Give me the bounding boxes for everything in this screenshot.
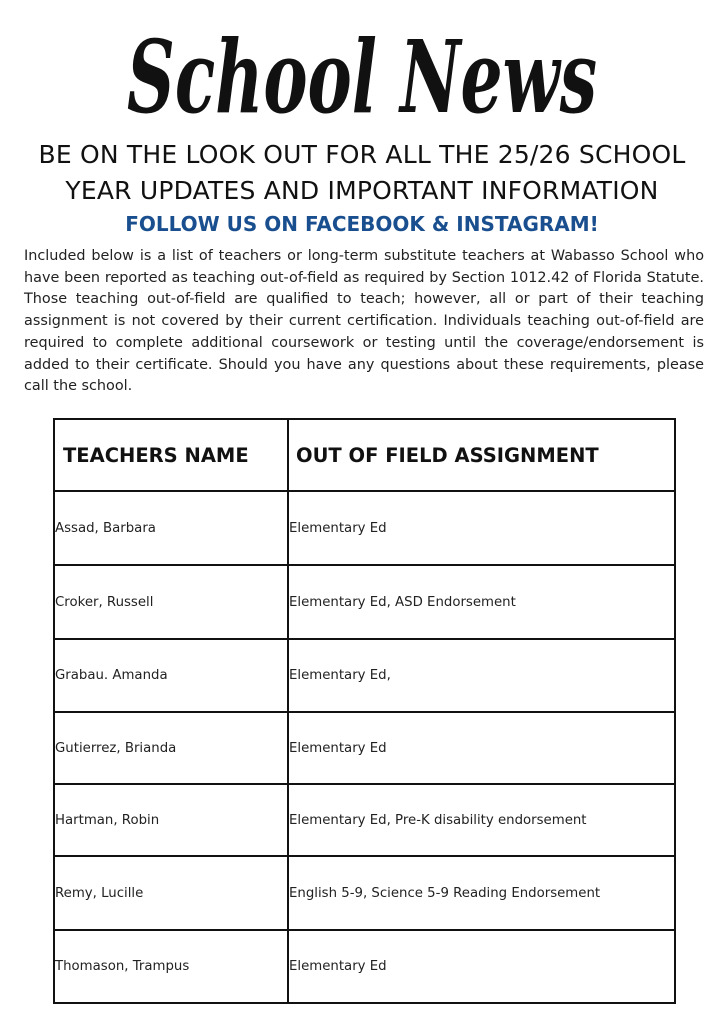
teacher-name-cell: Thomason, Trampus (54, 930, 288, 1003)
school-news-title-text: School News (127, 18, 597, 136)
assignment-cell: Elementary Ed, Pre-K disability endorsement (288, 784, 675, 856)
table-row (54, 856, 675, 930)
table-row (54, 639, 675, 712)
assignment-cell: English 5-9, Science 5-9 Reading Endorsement (288, 856, 675, 930)
headline-line-1: BE ON THE LOOK OUT FOR ALL THE 25/26 SCHOOL (38, 140, 686, 169)
teacher-name-cell: Assad, Barbara (54, 491, 288, 565)
teacher-name-cell: Grabau. Amanda (54, 639, 288, 712)
out-of-field-notice: Included below is a list of teachers or long-term substitute teachers at Wabasso School who have been reported as teaching out-of-field as required by Section 1012.42 of Florida Statute. Those teaching out-of-field are qualified to teach; however, all or part of their teaching assignment is not covered by their current certification. Individuals teaching out-of-field are required to complete additional coursework or testing until the coverage/endorsement is added to their certificate. Should you have any questions about these requirements, please call the school. (24, 248, 704, 395)
page-title (0, 0, 724, 140)
assignment-cell: Elementary Ed, (288, 639, 675, 712)
column-header-assignment: OUT OF FIELD ASSIGNMENT (288, 419, 675, 491)
school-news-script-title (0, 0, 724, 140)
table-header-row (54, 419, 675, 491)
headline-line-2: YEAR UPDATES AND IMPORTANT INFORMATION (65, 176, 659, 205)
table-row (54, 712, 675, 784)
table-row (54, 784, 675, 856)
assignment-cell: Elementary Ed, ASD Endorsement (288, 565, 675, 639)
out-of-field-teacher-table (53, 418, 676, 1004)
table-row (54, 491, 675, 565)
assignment-cell: Elementary Ed (288, 491, 675, 565)
assignment-cell: Elementary Ed (288, 930, 675, 1003)
teacher-name-cell: Gutierrez, Brianda (54, 712, 288, 784)
social-follow-banner: FOLLOW US ON FACEBOOK & INSTAGRAM! (125, 212, 599, 236)
table-row (54, 565, 675, 639)
column-header-teacher-name: TEACHERS NAME (54, 419, 288, 491)
assignment-cell: Elementary Ed (288, 712, 675, 784)
teacher-name-cell: Hartman, Robin (54, 784, 288, 856)
teacher-name-cell: Croker, Russell (54, 565, 288, 639)
teacher-name-cell: Remy, Lucille (54, 856, 288, 930)
table-row (54, 930, 675, 1003)
